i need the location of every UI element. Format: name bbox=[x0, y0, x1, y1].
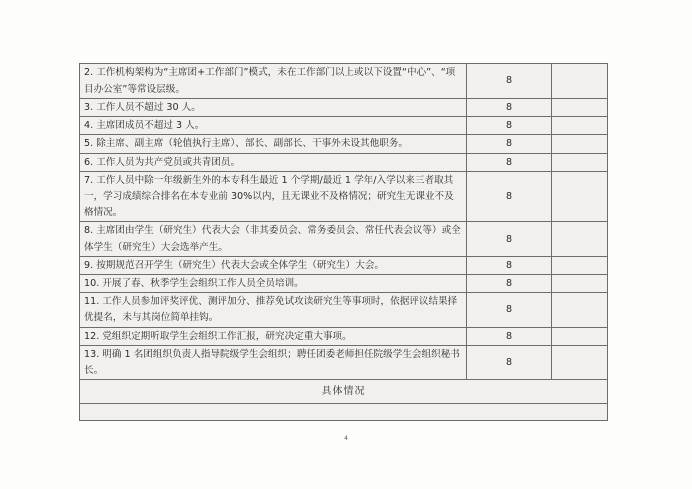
criterion-score: 8 bbox=[467, 99, 552, 117]
criterion-text: 13. 明确 1 名团组织负责人指导院级学生会组织；聘任团委老师担任院级学生会组织秘书长。 bbox=[80, 345, 467, 379]
self-score-cell bbox=[552, 171, 608, 222]
criterion-score: 8 bbox=[467, 64, 552, 99]
criterion-text: 10. 开展了春、秋季学生会组织工作人员全员培训。 bbox=[80, 275, 467, 293]
table-row bbox=[80, 171, 608, 222]
table-row bbox=[80, 275, 608, 293]
criteria-table bbox=[79, 63, 608, 421]
self-score-cell bbox=[552, 275, 608, 293]
criterion-score: 8 bbox=[467, 117, 552, 135]
self-score-cell bbox=[552, 293, 608, 327]
table-row bbox=[80, 222, 608, 256]
table-row bbox=[80, 117, 608, 135]
table-row bbox=[80, 345, 608, 379]
criterion-score: 8 bbox=[467, 293, 552, 327]
criterion-score: 8 bbox=[467, 345, 552, 379]
table-row bbox=[80, 293, 608, 327]
details-header-row bbox=[80, 380, 608, 404]
table-row bbox=[80, 327, 608, 345]
criterion-text: 4. 主席团成员不超过 3 人。 bbox=[80, 117, 467, 135]
criterion-text: 2. 工作机构架构为“主席团+工作部门”模式，未在工作部门以上或以下设置“中心”、“项目办公室”等常设层级。 bbox=[80, 64, 467, 99]
criterion-text: 6. 工作人员为共产党员或共青团员。 bbox=[80, 153, 467, 171]
page-number: 4 bbox=[344, 435, 348, 442]
table-row bbox=[80, 153, 608, 171]
self-score-cell bbox=[552, 256, 608, 274]
table-row bbox=[80, 64, 608, 99]
self-score-cell bbox=[552, 153, 608, 171]
criterion-text: 11. 工作人员参加评奖评优、测评加分、推荐免试攻读研究生等事项时，依据评议结果择优提名，未与其岗位简单挂钩。 bbox=[80, 293, 467, 327]
criterion-text: 3. 工作人员不超过 30 人。 bbox=[80, 99, 467, 117]
self-score-cell bbox=[552, 345, 608, 379]
criterion-score: 8 bbox=[467, 171, 552, 222]
self-score-cell bbox=[552, 99, 608, 117]
table-row bbox=[80, 99, 608, 117]
self-score-cell bbox=[552, 64, 608, 99]
criterion-score: 8 bbox=[467, 256, 552, 274]
criterion-text: 9. 按期规范召开学生（研究生）代表大会或全体学生（研究生）大会。 bbox=[80, 256, 467, 274]
details-body-row bbox=[80, 404, 608, 421]
details-body bbox=[80, 404, 608, 421]
criterion-text: 7. 工作人员中除一年级新生外的本专科生最近 1 个学期/最近 1 学年/入学以来三者取其一，学习成绩综合排名在本专业前 30%以内，且无课业不及格情况；研究生无课业不及格情况。 bbox=[80, 171, 467, 222]
self-score-cell bbox=[552, 222, 608, 256]
criterion-text: 8. 主席团由学生（研究生）代表大会（非其委员会、常务委员会、常任代表会议等）或全体学生（研究生）大会选举产生。 bbox=[80, 222, 467, 256]
self-score-cell bbox=[552, 327, 608, 345]
criterion-text: 12. 党组织定期听取学生会组织工作汇报，研究决定重大事项。 bbox=[80, 327, 467, 345]
self-score-cell bbox=[552, 117, 608, 135]
table-row bbox=[80, 135, 608, 153]
criterion-text: 5. 除主席、副主席（轮值执行主席）、部长、副部长、干事外未设其他职务。 bbox=[80, 135, 467, 153]
self-score-cell bbox=[552, 135, 608, 153]
details-header: 具体情况 bbox=[80, 380, 608, 404]
criterion-score: 8 bbox=[467, 222, 552, 256]
criterion-score: 8 bbox=[467, 327, 552, 345]
table-row bbox=[80, 256, 608, 274]
criterion-score: 8 bbox=[467, 153, 552, 171]
criterion-score: 8 bbox=[467, 135, 552, 153]
criterion-score: 8 bbox=[467, 275, 552, 293]
